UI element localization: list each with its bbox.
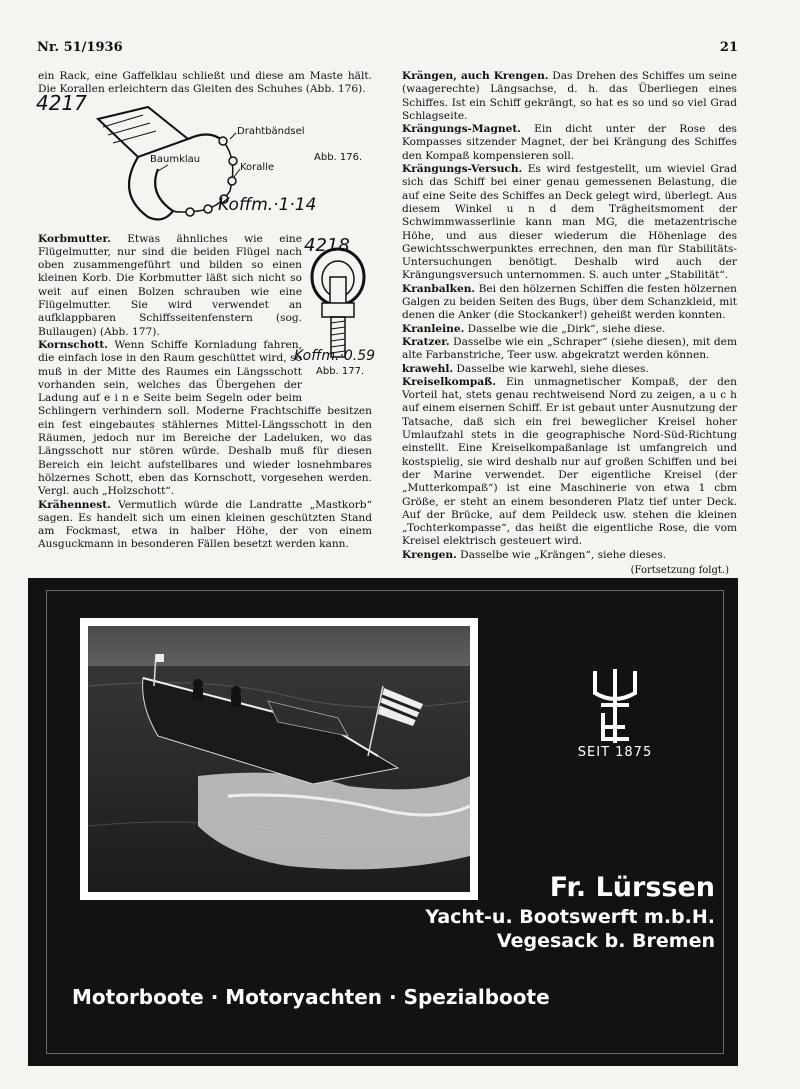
company-city: Vegesack b. Bremen bbox=[496, 930, 715, 952]
since-label: SEIT 1875 bbox=[577, 745, 653, 760]
handwritten-signature: Koffm.·1·14 bbox=[218, 194, 317, 215]
entry-krawehl: krawehl. Dasselbe wie karwehl, siehe dieses. bbox=[402, 362, 649, 375]
left-column bbox=[36, 70, 376, 552]
handwritten-signature-2: Koffm.·0.59 bbox=[294, 347, 376, 364]
company-name: Fr. Lürssen bbox=[549, 872, 715, 903]
page-number: 21 bbox=[719, 40, 738, 55]
handwritten-number-4217: 4217 bbox=[36, 90, 87, 115]
figure-177-caption: Abb. 177. bbox=[316, 365, 365, 377]
ad-footer-tagline: Motorboote · Motoryachten · Spezialboote bbox=[72, 985, 550, 1009]
label-baumklau: Baumklau bbox=[150, 153, 201, 165]
intro-paragraph: ein Rack, eine Gaffelklau schließt und diese am Maste hält. Die Korallen erleichtern das Gleiten des Schuhes (Abb. 176). bbox=[38, 70, 372, 96]
entry-kraengungs-versuch: Krängungs-Versuch. Es wird festgestellt, um wieviel Grad sich das Schiff bei einer genau gemessenen Belastung, die auf eine Seite des Schiffes an Deck gelegt wird, überlegt. Aus diesem Winkel u n d dem Trägheitsmoment der Schwimmwasserlinie kann man MG, die metazentrische Höhe, und aus dieser wiederum die Höhenlage des Gewichtsschwerpunktes errechnen, den man für Stabilitäts-Untersuchungen benötigt. Deshalb wird auch der Krängungsversuch unternommen. S. auch unter „Stabilität“. bbox=[402, 163, 737, 282]
entry-kornschott: Kornschott. Wenn Schiffe Kornladung fahren, die einfach lose in den Raum geschüttet wird, so muß in der Mitte des Raumes ein Längsschott vorhanden sein, welches das Übergehen der Ladung auf e i n e Seite beim Segeln oder beim Schlingern verhindern soll. Moderne Frachtschiffe besitzen ein fest eingebautes stählernes Mittel-Längsschott in den Räumen, jedoch nur im Bereiche der Ladeluken, wo das Längsschott nur stören würde. Deshalb muß für diesen Bereich ein leicht aufstellbares und wieder losnehmbares hölzernes Schott, eben das Kornschott, vorgesehen werden. Vergl. auch „Holzschott“. bbox=[38, 338, 372, 498]
figure-176 bbox=[36, 90, 372, 231]
motorboat-image bbox=[88, 626, 470, 892]
issue-number: Nr. 51/1936 bbox=[37, 40, 123, 55]
handwritten-number-4218: 4218 bbox=[304, 234, 350, 256]
label-koralle: Koralle bbox=[240, 161, 275, 173]
figure-176-caption: Abb. 176. bbox=[314, 151, 363, 163]
right-column bbox=[402, 70, 737, 577]
label-drahtbaendsel: Drahtbändsel bbox=[237, 125, 305, 137]
company-subtitle: Yacht-u. Bootswerft m.b.H. bbox=[425, 906, 715, 928]
baumklau-drawing bbox=[36, 90, 372, 231]
entry-kranbalken: Kranbalken. Bei den hölzernen Schiffen die festen hölzernen Galgen zu beiden Seiten des Bugs, über dem Schanzkleid, mit denen die Anker (die Stockanker!) geheißt werden konnten. bbox=[402, 282, 737, 322]
continuation-note: (Fortsetzung folgt.) bbox=[630, 564, 729, 576]
entry-kraehennest: Krähennest. Vermutlich würde die Landratte „Mastkorb“ sagen. Es handelt sich um einen kleinen geschützten Stand am Fockmast, etwa in halber Höhe, der von einem Ausguckmann in besonderen Fällen besetzt werden kann. bbox=[38, 498, 372, 551]
entry-kraengungs-magnet: Krängungs-Magnet. Ein dicht unter der Rose des Kompasses sitzender Magnet, der bei Krängung des Schiffes den Kompaß kompensieren soll. bbox=[402, 123, 737, 162]
figure-177 bbox=[294, 234, 378, 397]
entry-kreiselkompass: Kreiselkompaß. Ein unmagnetischer Kompaß, der den Vorteil hat, stets genau rechtweisend Nord zu zeigen, a u c h auf einem eisernen Schiff. Er ist gebaut unter Ausnutzung der Tatsache, daß sich ein frei beweglicher Kreisel hoher Umlaufzahl stets in die geographische Nord-Süd-Richtung einstellt. Eine Kreiselkompaßanlage ist umfangreich und kostspielig, sie wird deshalb nur auf großen Schiffen und bei der Marine verwendet. Der eigentliche Kreisel (der „Mutterkompaß“) ist eine Maschinerie von etwa 1 cbm Größe, er steht an einem besonderen Platz tief unter Deck. Auf der Brücke, auf dem Peildeck usw. stehen die kleinen „Tochterkompasse“, das heißt die eigentliche Rose, die vom Kreisel elektrisch gesteuert wird. bbox=[402, 375, 737, 548]
motorboat-photo bbox=[80, 618, 478, 900]
entry-korbmutter: Korbmutter. Etwas ähnliches wie eine Flügelmutter, nur sind die beiden Flügel nach oben zusammengeführt und bilden so einen kleinen Korb. Die Korbmutter läßt sich nicht so weit auf einen Bolzen schrauben wie eine Flügelmutter. Sie wird verwendet an aufklappbaren Schiffsseitenfenstern (sog. Bullaugen) (Abb. 177). bbox=[38, 232, 302, 338]
entry-kratzer: Kratzer. Dasselbe wie ein „Schraper“ (siehe diesen), mit dem alte Farbanstriche, Teer usw. abgekratzt werden können. bbox=[402, 335, 737, 362]
entry-krengen: Krengen. Dasselbe wie „Krängen“, siehe dieses. bbox=[402, 548, 667, 561]
entry-kraengen: Krängen, auch Krengen. Das Drehen des Schiffes um seine (waagerechte) Längsachse, d. h. das Überliegen eines Schiffes. Ist ein Schiff gekrängt, so hat es so und so viel Grad Schlagseite. bbox=[402, 70, 737, 122]
entry-kranleine: Kranleine. Dasselbe wie die „Dirk“, siehe diese. bbox=[402, 322, 666, 335]
